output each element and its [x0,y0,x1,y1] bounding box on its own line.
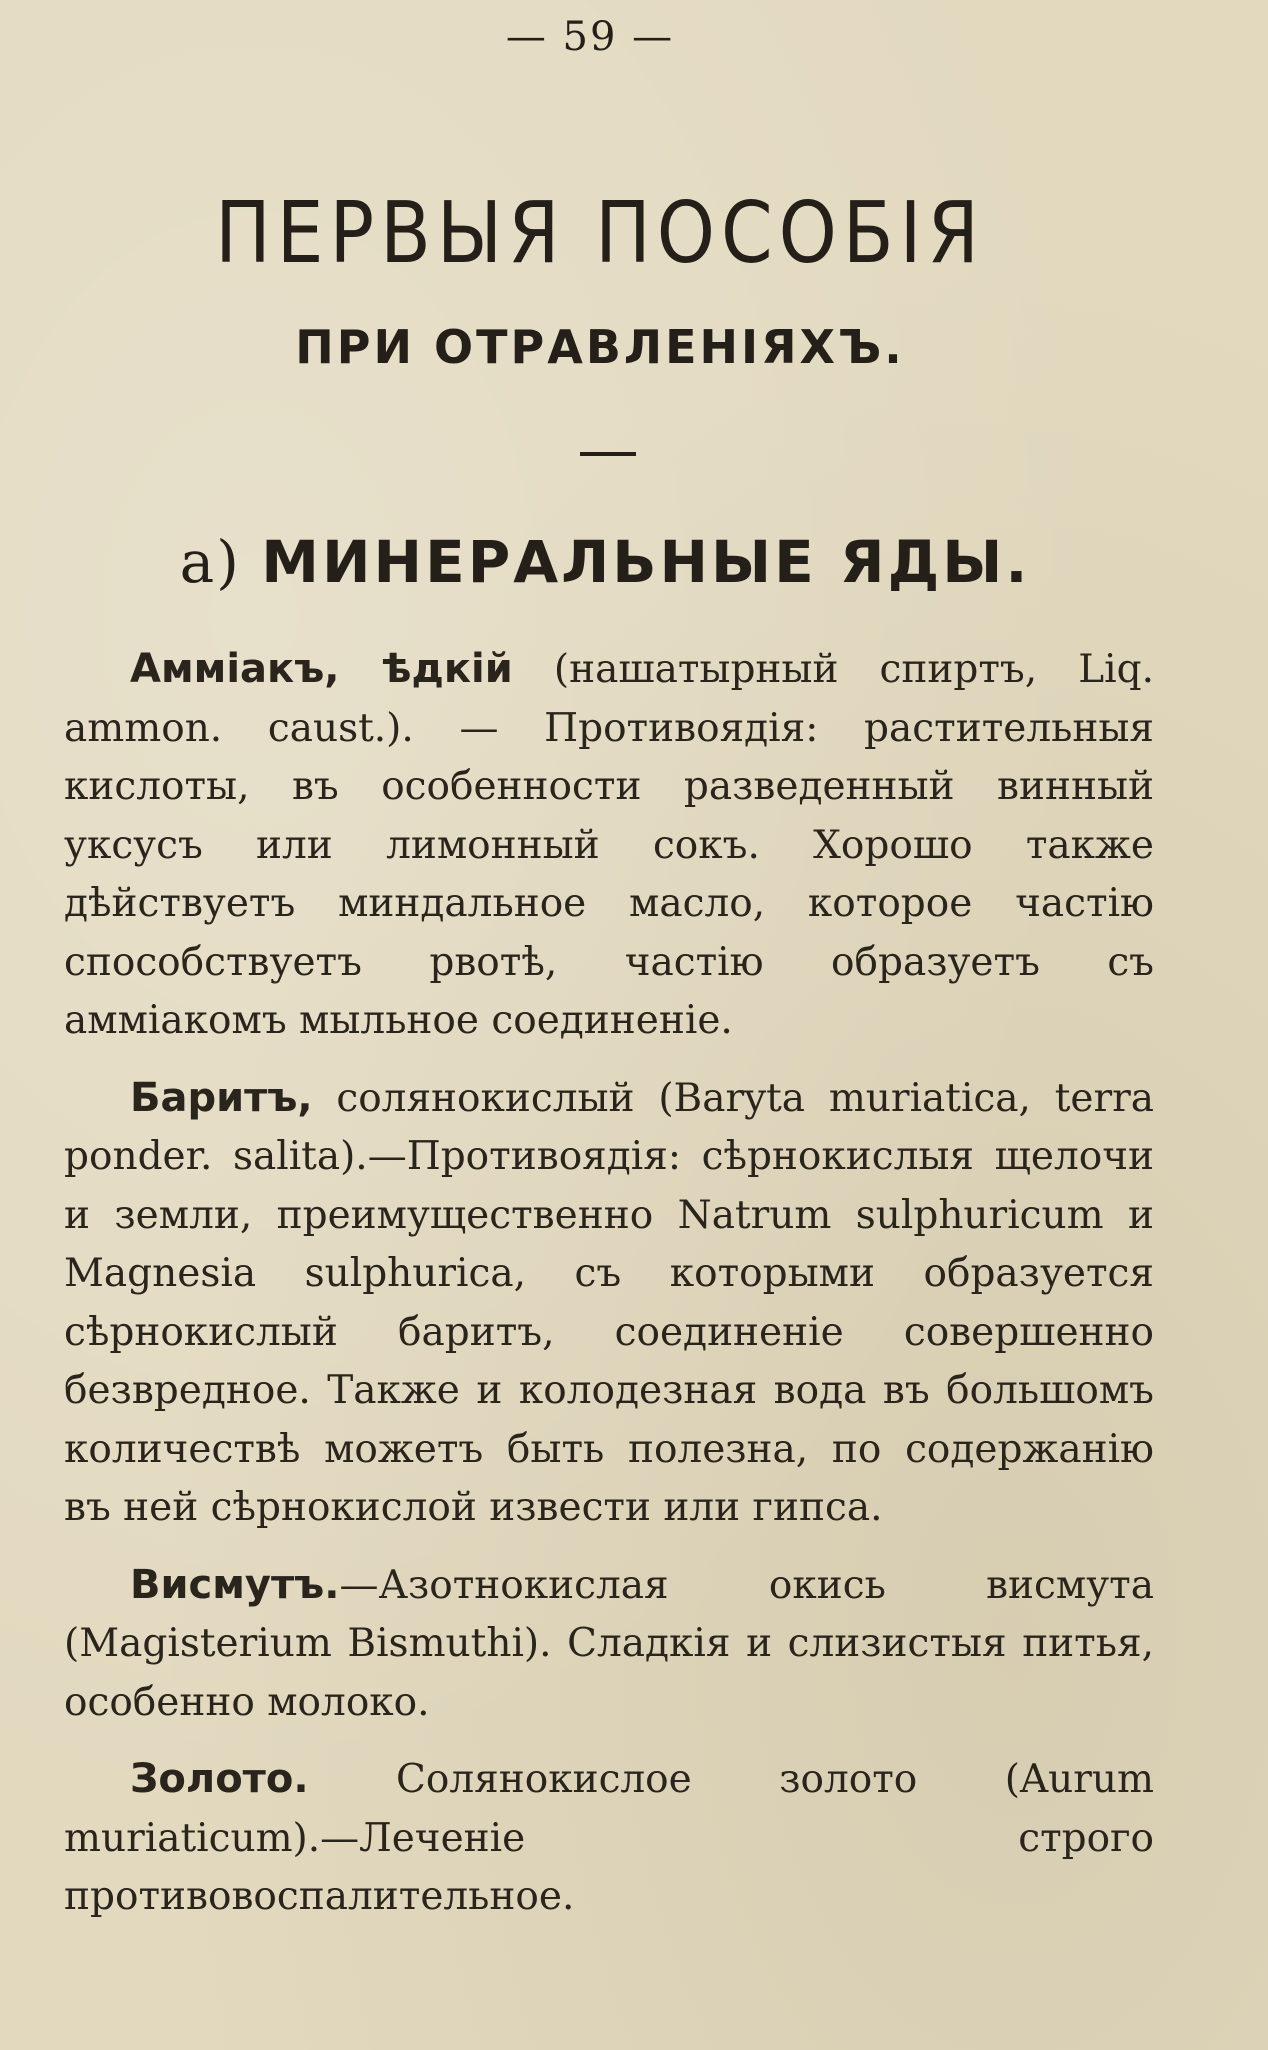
section-name: МИНЕРАЛЬНЫЕ ЯДЫ. [261,528,1031,596]
page-number: — 59 — [505,14,675,60]
entry-barium [64,1069,1154,1538]
page-subtitle: ПРИ ОТРАВЛЕНІЯХЪ. [295,320,905,374]
entries-list [64,640,1154,1945]
section-heading [0,528,1210,596]
entry-ammonia [64,640,1154,1051]
entry-term: Висмутъ. [130,1561,340,1608]
entry-term: Баритъ, [130,1074,313,1121]
entry-text: (нашатырный спиртъ, Liq. ammon. caust.). — Противоядія: растительныя кислоты, въ особенности разведенный винный уксусъ или лимонный сокъ. Хорошо также дѣйствуетъ миндальное масло, которое частію способствуетъ рвотѣ, частію образуетъ съ аммiакомъ мыльное соединеніе. [64,647,1154,1043]
entry-term: Золото. [130,1756,309,1802]
entry-term: Аммiакъ, ѣдкiй [130,646,513,692]
entry-text: Солянокислое золото (Aurum muriaticum).—Леченіе строго противовоспалительное. [64,1757,1154,1919]
entry-bismuth [64,1556,1154,1733]
entry-gold [64,1750,1154,1927]
entry-text: солянокислый (Baryta muriatica, terra ponder. salita).—Противоядія: сѣрнокислыя щелочи и земли, преимущественно Natrum sulphuricum и Magnesia sulphurica, съ которыми образуется сѣрнокислый баритъ, соединеніе совершенно безвредное. Также и колодезная вода въ большомъ количествѣ можетъ быть полезна, по содержанію въ ней сѣрнокислой извести или гипса. [64,1075,1154,1530]
page-title: ПЕРВЫЯ ПОСОБІЯ [215,183,985,283]
section-letter: а) [179,528,241,596]
divider-rule [580,452,636,456]
entry-text: —Азотнокислая окись висмута (Magisterium Bismuthi). Сладкія и слизистыя питья, особенно молоко. [64,1562,1154,1725]
